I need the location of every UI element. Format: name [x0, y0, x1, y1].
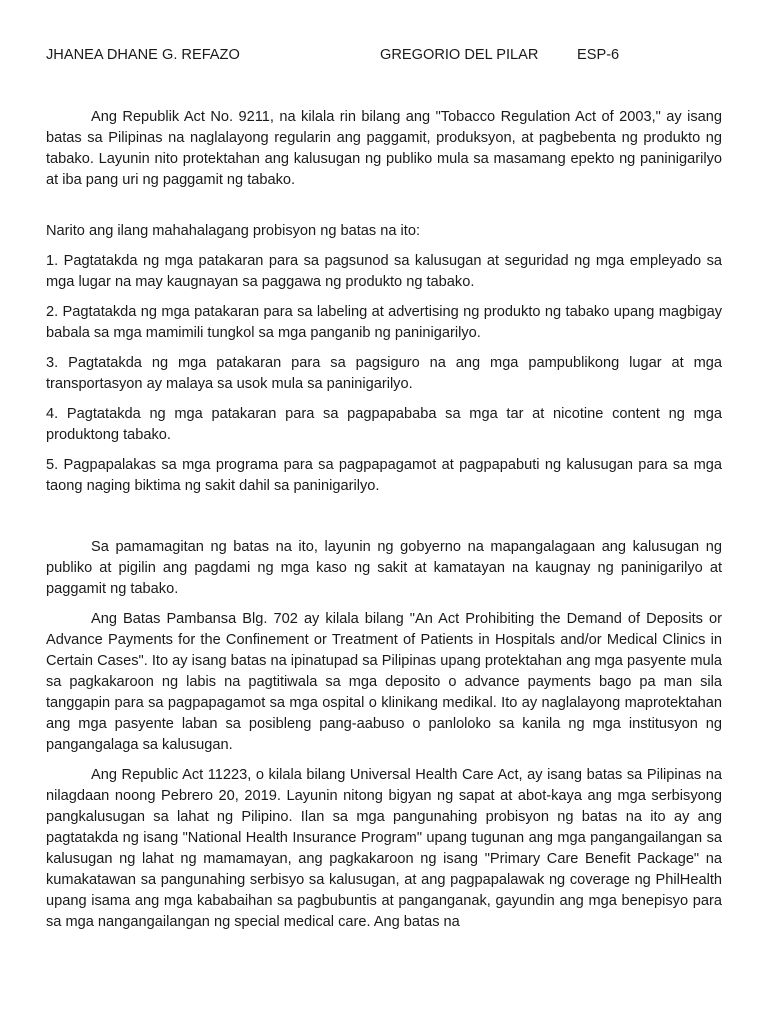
- subject-label: ESP-6: [577, 47, 620, 63]
- document-body: [46, 107, 722, 933]
- conclusion-paragraph: Sa pamamagitan ng batas na ito, layunin ng gobyerno na mapangalagaan ang kalusugan ng publiko at pigilin ang pagdami ng mga kaso ng sakit at kamatayan na kaugnay ng paninigarilyo at paggamit ng tabako.: [46, 539, 722, 597]
- bp702-paragraph: Ang Batas Pambansa Blg. 702 ay kilala bilang "An Act Prohibiting the Demand of Deposits or Advance Payments for the Confinement or Treatment of Patients in Hospitals and/or Medical Clinics in Certain Cases". Ito ay isang batas na ipinatupad sa Pilipinas upang protektahan ang mga pasyente mula sa pagkakaroon ng labis na pagtitiwala sa mga deposito o advance payments bago pa man sila tanggapin para sa pagpapagamot sa mga ospital o klinikang medikal. Ito ay naglalayong maprotektahan ang mga pasyente laban sa posibleng pang-aabuso o panloloko sa kanila ng mga institusyon ng pangangalaga sa kalusugan.: [46, 611, 722, 753]
- provision-item: 3. Pagtatakda ng mga patakaran para sa pagsiguro na ang mga pampublikong lugar at mga transportasyon ay malaya sa usok mula sa paninigarilyo.: [46, 355, 722, 392]
- document-header: [46, 47, 722, 67]
- provision-item: 1. Pagtatakda ng mga patakaran para sa pagsunod sa kalusugan at seguridad ng mga empleyado sa mga lugar na may kaugnayan sa paggawa ng produkto ng tabako.: [46, 253, 722, 290]
- student-name: JHANEA DHANE G. REFAZO: [46, 47, 240, 63]
- provision-item: 5. Pagpapalakas sa mga programa para sa pagpapagamot at pagpapabuti ng kalusugan para sa mga taong naging biktima ng sakit dahil sa paninigarilyo.: [46, 457, 722, 494]
- provisions-lead: Narito ang ilang mahahalagang probisyon ng batas na ito:: [46, 223, 421, 239]
- ra11223-paragraph: Ang Republic Act 11223, o kilala bilang Universal Health Care Act, ay isang batas sa Pilipinas na nilagdaan noong Pebrero 20, 2019. Layunin nitong bigyan ng sapat at abot-kaya ang mga serbisyong pangkalusugan sa lahat ng Pilipino. Ilan sa mga pangunahing probisyon ng batas na ito ay ang pagtatakda ng isang "National Health Insurance Program" upang tugunan ang mga pangangailangan sa kalusugan ng lahat ng mamamayan, ang pagkakaroon ng isang "Primary Care Benefit Package" na kumakatawan sa pangunahing serbisyo sa kalusugan, at ang pagpapalawak ng coverage ng PhilHealth upang isama ang mga kababaihan sa pagbubuntis at panganganak, gayundin ang mga benepisyo para sa mga nangangailangan ng special medical care. Ang batas na: [46, 767, 722, 930]
- provision-item: 4. Pagtatakda ng mga patakaran para sa pagpapababa sa mga tar at nicotine content ng mga produktong tabako.: [46, 406, 722, 443]
- section-name: GREGORIO DEL PILAR: [380, 47, 539, 63]
- provision-item: 2. Pagtatakda ng mga patakaran para sa labeling at advertising ng produkto ng tabako upang magbigay babala sa mga mamimili tungkol sa mga panganib ng paninigarilyo.: [46, 304, 722, 341]
- intro-paragraph: Ang Republik Act No. 9211, na kilala rin bilang ang "Tobacco Regulation Act of 2003," ay isang batas sa Pilipinas na naglalayong regularin ang paggamit, produksyon, at pagbebenta ng produkto ng tabako. Layunin nito protektahan ang kalusugan ng publiko mula sa masamang epekto ng paninigarilyo at iba pang uri ng paggamit ng tabako.: [46, 109, 722, 188]
